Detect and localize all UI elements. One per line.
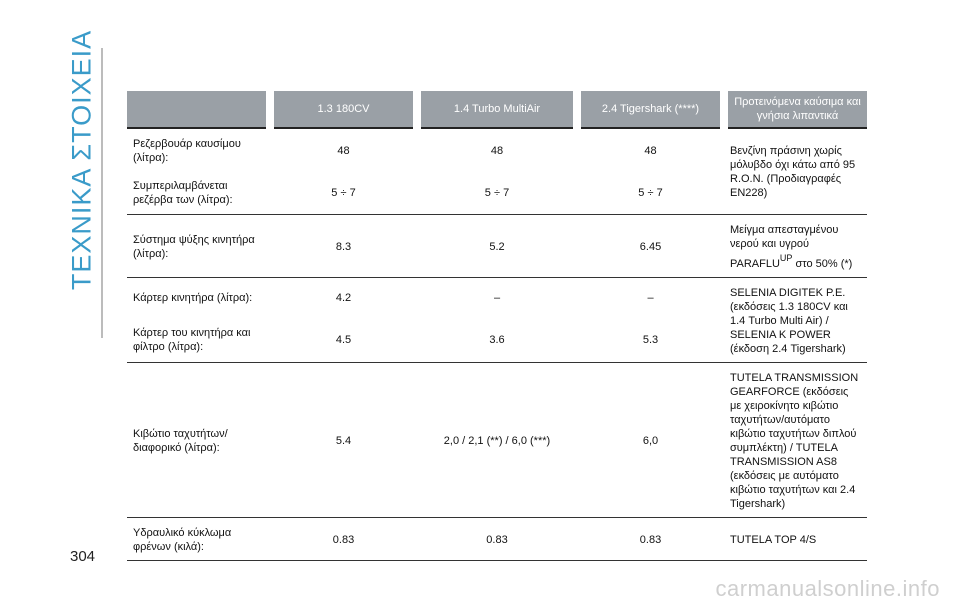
cell-value: 4.2	[335, 292, 352, 305]
cell-value: –	[493, 292, 501, 305]
table-row-fuel-tank	[127, 128, 867, 171]
row-label: Συμπεριλαμβάνεται ρεζέρβα των (λίτρα):	[127, 171, 270, 214]
section-title-text: ΤΕΧΝΙΚΑ ΣΤΟΙΧΕΙΑ	[66, 29, 97, 291]
cell-value: 0.83	[417, 517, 577, 560]
cell-value: 5 ÷ 7	[270, 171, 417, 214]
header-recommended: Προτεινόμενα καύσιμα και γνήσια λιπαντικά	[724, 91, 867, 128]
table-row-oil-sump	[127, 277, 867, 317]
cell-value: 5 ÷ 7	[577, 171, 724, 214]
table-row-cooling	[127, 214, 867, 277]
table-row-gearbox	[127, 362, 867, 517]
recommended-transmission: TUTELA TRANSMISSION GEARFORCE (εκδόσεις με χειροκίνητο κιβώτιο ταχυτήτων/αυτόματο κιβώτιο ταχυτήτων διπλού συμπλέκτη) / TUTELA TRANSMISSION AS8 (εκδόσεις με αυτόματο κιβώτιο ταχυτήτων και 2.4 Tigershark)	[724, 362, 867, 517]
row-label: Υδραυλικό κύκλωμα φρένων (κιλά):	[127, 517, 270, 560]
cell-value: 6.45	[577, 214, 724, 277]
cell-value: 6,0	[577, 362, 724, 517]
cell-value: 0.83	[270, 517, 417, 560]
cell-value: 3.6	[417, 317, 577, 362]
capacities-table	[127, 91, 867, 561]
cell-value: 48	[337, 145, 350, 157]
watermark: carmanualsonline.info	[715, 576, 940, 601]
header-engine-1-3: 1.3 180CV	[270, 91, 417, 128]
row-label: Κάρτερ κινητήρα (λίτρα):	[133, 292, 253, 305]
recommended-fuel: Βενζίνη πράσινη χωρίς μόλυβδο όχι κάτω από 95 R.O.N. (Προδιαγραφές EN228)	[724, 128, 867, 214]
row-label: Σύστημα ψύξης κινητήρα (λίτρα):	[127, 214, 270, 277]
table-header-row	[127, 91, 867, 128]
table-row-brakes	[127, 517, 867, 560]
recommended-engine-oil: SELENIA DIGITEK P.E. (εκδόσεις 1.3 180CV και 1.4 Turbo Multi Air) / SELENIA K POWER (έκδοση 2.4 Tigershark)	[724, 277, 867, 362]
cell-value: 4.5	[270, 317, 417, 362]
row-label: Κάρτερ του κινητήρα και φίλτρο (λίτρα):	[127, 317, 270, 362]
row-label: Κιβώτιο ταχυτήτων/διαφορικό (λίτρα):	[127, 362, 270, 517]
side-divider	[101, 48, 103, 338]
cell-value: 48	[490, 145, 504, 157]
cell-value: 5.4	[270, 362, 417, 517]
recommended-coolant	[724, 214, 867, 277]
recommended-brake-fluid: TUTELA TOP 4/S	[724, 517, 867, 560]
coolant-sup: UP	[779, 252, 793, 263]
cell-value: 48	[644, 145, 657, 157]
cell-value: 5.3	[577, 317, 724, 362]
cell-value: –	[647, 292, 654, 305]
coolant-text-post: στο 50% (*)	[792, 257, 853, 270]
page-number: 304	[70, 548, 96, 565]
cell-value: 5 ÷ 7	[417, 171, 577, 214]
coolant-text: Μείγμα απεσταγμένου νερού και υγρού PARAFLU	[730, 223, 839, 270]
header-empty	[127, 91, 270, 128]
cell-value: 2,0 / 2,1 (**) / 6,0 (***)	[417, 362, 577, 517]
cell-value: 0.83	[577, 517, 724, 560]
cell-value: 5.2	[417, 214, 577, 277]
header-engine-1-4: 1.4 Turbo MultiAir	[417, 91, 577, 128]
section-title	[52, 29, 112, 291]
header-engine-2-4: 2.4 Tigershark (****)	[577, 91, 724, 128]
row-label: Ρεζερβουάρ καυσίμου (λίτρα):	[133, 138, 241, 164]
cell-value: 8.3	[270, 214, 417, 277]
